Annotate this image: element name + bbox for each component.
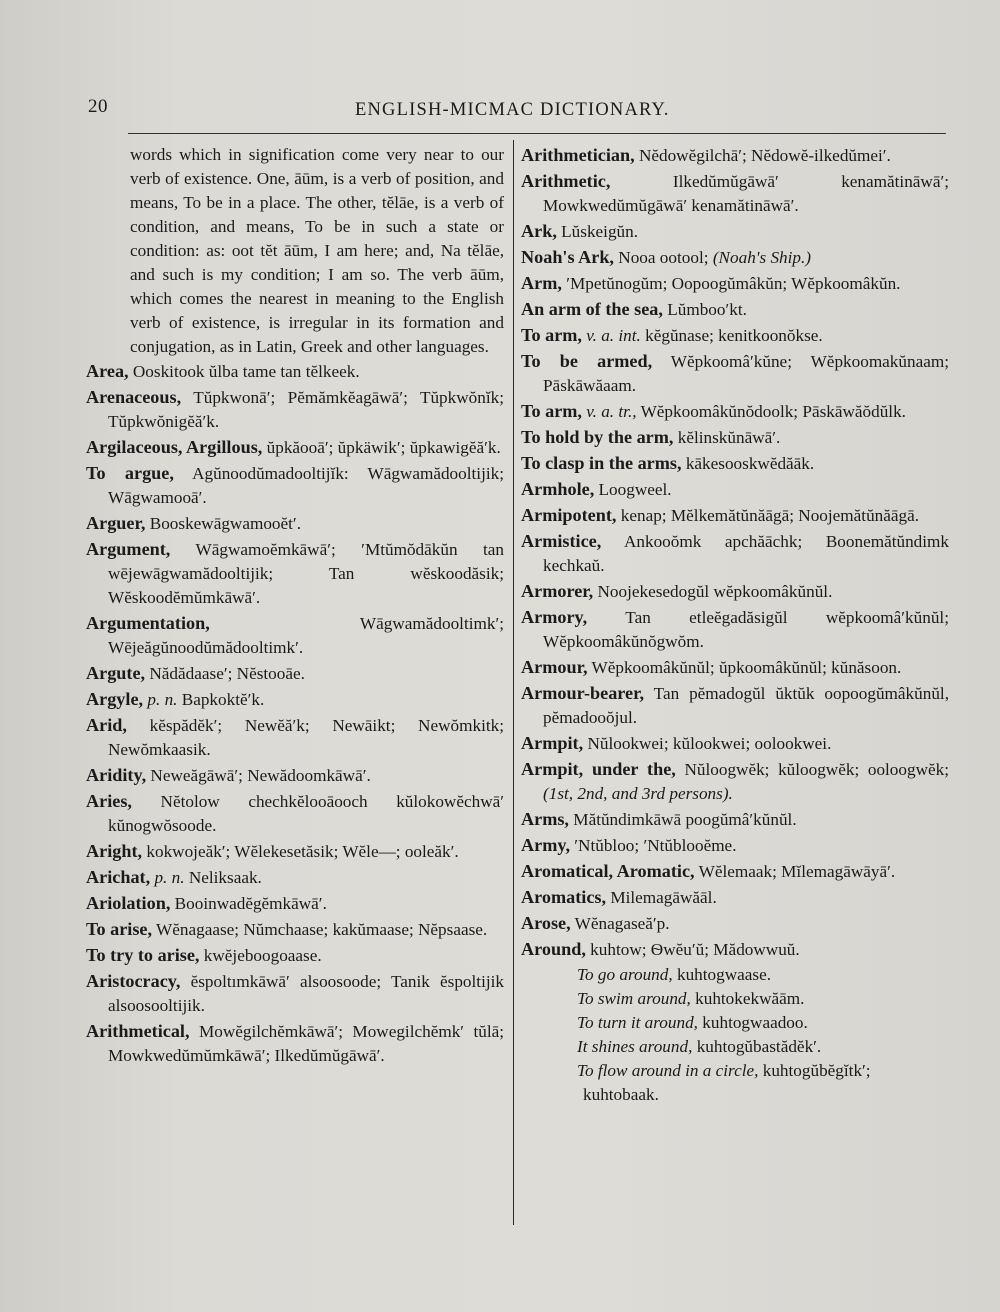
subentry (521, 963, 949, 987)
headword: To clasp in the arms, (521, 453, 682, 473)
headword: Aright, (86, 841, 143, 861)
headword: Arose, (521, 913, 571, 933)
dictionary-entry (86, 461, 504, 510)
dictionary-entry (86, 713, 504, 762)
definition: Ooskitook ŭlba tame tan tĕlkeek. (132, 362, 360, 381)
subentry (521, 1059, 949, 1107)
dictionary-entry (521, 169, 949, 218)
definition: Neweăgāwā′; Newădoomkāwā′. (150, 766, 371, 785)
dictionary-entry (86, 611, 504, 660)
headword: Arenaceous, (86, 387, 182, 407)
headword: Aromatics, (521, 887, 607, 907)
definition: Wĕnagaseă′p. (574, 914, 670, 933)
headword: Armory, (521, 607, 588, 627)
headword: Arm, (521, 273, 562, 293)
definition: Agŭnoodŭmadooltijĭk: Wāgwamădooltijik; Wāgwamooā′. (108, 464, 504, 507)
dictionary-entry (521, 297, 949, 322)
dictionary-entry (521, 757, 949, 806)
dictionary-entry (521, 579, 949, 604)
definition: Bapkoktĕ′k. (181, 690, 265, 709)
dictionary-entry (521, 451, 949, 476)
subentry-definition: kuhtogwaase. (676, 965, 771, 984)
headword: To arm, (521, 401, 582, 421)
header-rule (128, 133, 946, 134)
headword: Armistice, (521, 531, 602, 551)
dictionary-entry (521, 323, 949, 348)
dictionary-entry (521, 143, 949, 168)
headword: Armour-bearer, (521, 683, 645, 703)
dictionary-entry (86, 687, 504, 712)
headword: An arm of the sea, (521, 299, 663, 319)
subentry-definition: kuhtogwaadoo. (702, 1013, 808, 1032)
headword: Argumentation, (86, 613, 210, 633)
definition: Nŭloogwĕk; kŭloogwĕk; ooloogwĕk; (684, 760, 949, 779)
definition: Lŭskeigŭn. (561, 222, 639, 241)
headword: Armhole, (521, 479, 595, 499)
definition: Wĕlemaak; Mĭlemagāwāyā′. (698, 862, 896, 881)
left-entry-list (86, 359, 504, 1068)
dictionary-entry (521, 425, 949, 450)
subentry (521, 1035, 949, 1059)
subentry-phrase: To go around, (577, 965, 673, 984)
subentry-phrase: To flow around in a circle, (577, 1061, 759, 1080)
headword: Armour, (521, 657, 588, 677)
definition: Wĕpkoomâkŭnŏdoolk; Pāskāwăŏdŭlk. (640, 402, 906, 421)
definition: Mowĕgilchĕmkāwā′; Mowegilchĕmk′ tŭlā; Mowkwedŭmŭmkāwā′; Ilkedŭmŭgāwā′. (108, 1022, 505, 1065)
headword: To try to arise, (86, 945, 200, 965)
dictionary-entry (86, 511, 504, 536)
headword: Aries, (86, 791, 132, 811)
dictionary-entry (521, 399, 949, 424)
headword: Ariolation, (86, 893, 171, 913)
definition: kuhtow; Ѳwĕu′ŭ; Mădowwuŭ. (590, 940, 800, 959)
part-of-speech: v. a. tr., (586, 402, 637, 421)
headword: Aristocracy, (86, 971, 181, 991)
left-column (86, 143, 504, 1069)
dictionary-entry (521, 833, 949, 858)
dictionary-entry (521, 937, 949, 962)
definition: Booskewāgwamooĕt′. (149, 514, 301, 533)
dictionary-entry (86, 435, 504, 460)
dictionary-entry (521, 731, 949, 756)
right-column (521, 143, 949, 1107)
subentry-definition: kuhtokekwăām. (695, 989, 805, 1008)
definition: Tŭpkwonā′; Pĕmămkĕagāwā′; Tŭpkwŏnĭk; Tŭpkwŏnigĕă′k. (108, 388, 504, 431)
headword: Argument, (86, 539, 171, 559)
headword: Aridity, (86, 765, 147, 785)
subentry-definition: kuhtogŭbĕgĭtk′; kuhtobaak. (583, 1061, 871, 1104)
headword: Argyle, (86, 689, 144, 709)
entry-note: (Noah's Ship.) (712, 248, 812, 267)
definition: Tan pĕmadogŭl ŭktŭk oopoogŭmâkŭnŭl, pĕmadooŏjul. (543, 684, 949, 727)
dictionary-entry (86, 839, 504, 864)
definition: Nŭlookwei; kŭlookwei; oolookwei. (587, 734, 832, 753)
intro-paragraph: words which in signification come very near to our verb of existence. One, āūm, is a verb of position, and means, To be in a place. The other, tĕlāe, is a verb of condition, and means, To be in such a state or condition: as: oot tĕt āūm, I am here; and, Na tĕlāe, and such is my condition; I am so. The verb āūm, which comes the nearest in meaning to the English verb of existence, is irregular in its formation and conjugation, as in Latin, Greek and other languages. (130, 145, 504, 356)
headword: Argilaceous, Argillous, (86, 437, 263, 457)
headword: To be armed, (521, 351, 653, 371)
dictionary-entry (86, 763, 504, 788)
definition: kākesooskwĕdăāk. (685, 454, 815, 473)
definition: kĕspădĕk′; Newĕă′k; Newāikt; Newŏmkitk; Newŏmkaasik. (108, 716, 504, 759)
definition: Noojekesedogŭl wĕpkoomâkŭnŭl. (597, 582, 833, 601)
definition: Nooa ootool; (618, 248, 709, 267)
running-title: ENGLISH-MICMAC DICTIONARY. (355, 100, 670, 120)
definition: ĕspoltımkāwā′ alsoosoode; Tanik ĕspoltijik alsoosooltijik. (108, 972, 504, 1015)
dictionary-entry (86, 661, 504, 686)
dictionary-entry (521, 245, 949, 270)
part-of-speech: p. n. (147, 690, 178, 709)
dictionary-entry (521, 655, 949, 680)
headword: Arichat, (86, 867, 151, 887)
subentry-phrase: It shines around, (577, 1037, 693, 1056)
headword: To arise, (86, 919, 153, 939)
definition: Ilkedŭmŭgāwā′ kenamătināwā′; Mowkwedŭmŭgāwā′ kenamătināwā′. (543, 172, 950, 215)
headword: To argue, (86, 463, 174, 483)
definition: Ankooŏmk apchăāchk; Boonemătŭndimk kechkaŭ. (543, 532, 949, 575)
dictionary-entry (86, 969, 504, 1018)
dictionary-entry (521, 807, 949, 832)
definition: Nĕdowĕgilchā′; Nĕdowĕ-ilkedŭmei′. (638, 146, 891, 165)
definition: Lŭmboo′kt. (667, 300, 747, 319)
definition: Wāgwamoĕmkāwā′; ′Mtŭmŏdākŭn tan wējewāgwamădooltijik; Tan wĕskoodăsik; Wĕskoodĕmŭmkāwā′. (108, 540, 504, 607)
definition: Milemagāwăāl. (610, 888, 717, 907)
headword: Armpit, under the, (521, 759, 676, 779)
headword: Around, (521, 939, 586, 959)
part-of-speech: v. a. int. (586, 326, 641, 345)
definition: kwĕjeboogoaase. (203, 946, 322, 965)
definition: Wĕpkoomâkŭnŭl; ŭpkoomâkŭnŭl; kŭnăsoon. (591, 658, 902, 677)
headword: Arithmetical, (86, 1021, 190, 1041)
definition: Nĕtolow chechkĕlooāooch kŭlokowĕchwā′ kŭnogwŏsoode. (108, 792, 504, 835)
definition: Wāgwamădooltimk′; Wējeăgŭnoodŭmădooltimk′. (108, 614, 504, 657)
dictionary-entry (86, 943, 504, 968)
subentry (521, 987, 949, 1011)
headword: Army, (521, 835, 570, 855)
subentry-definition: kuhtogŭbastădĕk′. (696, 1037, 822, 1056)
definition: Loogweel. (598, 480, 672, 499)
subentry-list (521, 963, 949, 1107)
dictionary-entry (521, 503, 949, 528)
headword: To arm, (521, 325, 582, 345)
definition: Neliksaak. (188, 868, 262, 887)
part-of-speech: p. n. (154, 868, 185, 887)
subentry-phrase: To turn it around, (577, 1013, 698, 1032)
definition: Mătŭndimkāwā poogŭmâ′kŭnŭl. (573, 810, 797, 829)
definition: kĕlinskŭnāwā′. (677, 428, 781, 447)
dictionary-entry (521, 271, 949, 296)
definition: ′Ntŭbloo; ′Ntŭblooĕme. (574, 836, 737, 855)
dictionary-entry (521, 219, 949, 244)
dictionary-entry (86, 865, 504, 890)
definition: Wĕnagaase; Nŭmchaase; kakŭmaase; Nĕpsaase. (156, 920, 488, 939)
dictionary-entry (521, 681, 949, 730)
headword: Armorer, (521, 581, 594, 601)
headword: Area, (86, 361, 129, 381)
headword: Aromatical, Aromatic, (521, 861, 695, 881)
right-entry-list (521, 143, 949, 962)
dictionary-entry (521, 911, 949, 936)
dictionary-entry (521, 605, 949, 654)
page-number: 20 (88, 96, 108, 117)
dictionary-entry (86, 891, 504, 916)
definition: Wĕpkoomâ′kŭne; Wĕpkoomakŭnaam; Pāskāwăaam. (543, 352, 949, 395)
definition: ŭpkăooā′; ŭpkäwik′; ŭpkawigĕă′k. (266, 438, 501, 457)
headword: Ark, (521, 221, 557, 241)
headword: Arithmetic, (521, 171, 611, 191)
headword: To hold by the arm, (521, 427, 674, 447)
dictionary-entry (86, 917, 504, 942)
definition: kĕgŭnase; kenitkoonŏkse. (645, 326, 823, 345)
dictionary-entry (521, 349, 949, 398)
headword: Argute, (86, 663, 146, 683)
definition: kenap; Mĕlkemătŭnăāgā; Noojemătŭnăāgā. (620, 506, 920, 525)
headword: Arithmetician, (521, 145, 635, 165)
dictionary-entry (86, 1019, 504, 1068)
dictionary-entry (521, 859, 949, 884)
dictionary-entry (86, 385, 504, 434)
definition: Booinwadĕgĕmkāwā′. (174, 894, 327, 913)
headword: Arms, (521, 809, 569, 829)
headword: Noah's Ark, (521, 247, 614, 267)
definition: kokwojeăk′; Wĕlekesetăsik; Wĕle—; ooleăk′. (146, 842, 459, 861)
dictionary-entry (86, 789, 504, 838)
dictionary-entry (521, 885, 949, 910)
definition: ′Mpetŭnogŭm; Oopoogŭmâkŭn; Wĕpkoomâkŭn. (566, 274, 901, 293)
subentry-phrase: To swim around, (577, 989, 691, 1008)
entry-note: (1st, 2nd, and 3rd persons). (543, 784, 733, 803)
dictionary-entry (86, 359, 504, 384)
definition: Nădădaase′; Nĕstooāe. (149, 664, 305, 683)
headword: Arguer, (86, 513, 146, 533)
dictionary-entry (521, 477, 949, 502)
headword: Armipotent, (521, 505, 617, 525)
column-divider (513, 140, 514, 1225)
dictionary-entry (521, 529, 949, 578)
subentry (521, 1011, 949, 1035)
headword: Armpit, (521, 733, 584, 753)
headword: Arid, (86, 715, 127, 735)
definition: Tan etleĕgadăsigŭl wĕpkoomâ′kŭnŭl; Wĕpkoomâkŭnŏgwŏm. (543, 608, 949, 651)
dictionary-entry (86, 537, 504, 610)
